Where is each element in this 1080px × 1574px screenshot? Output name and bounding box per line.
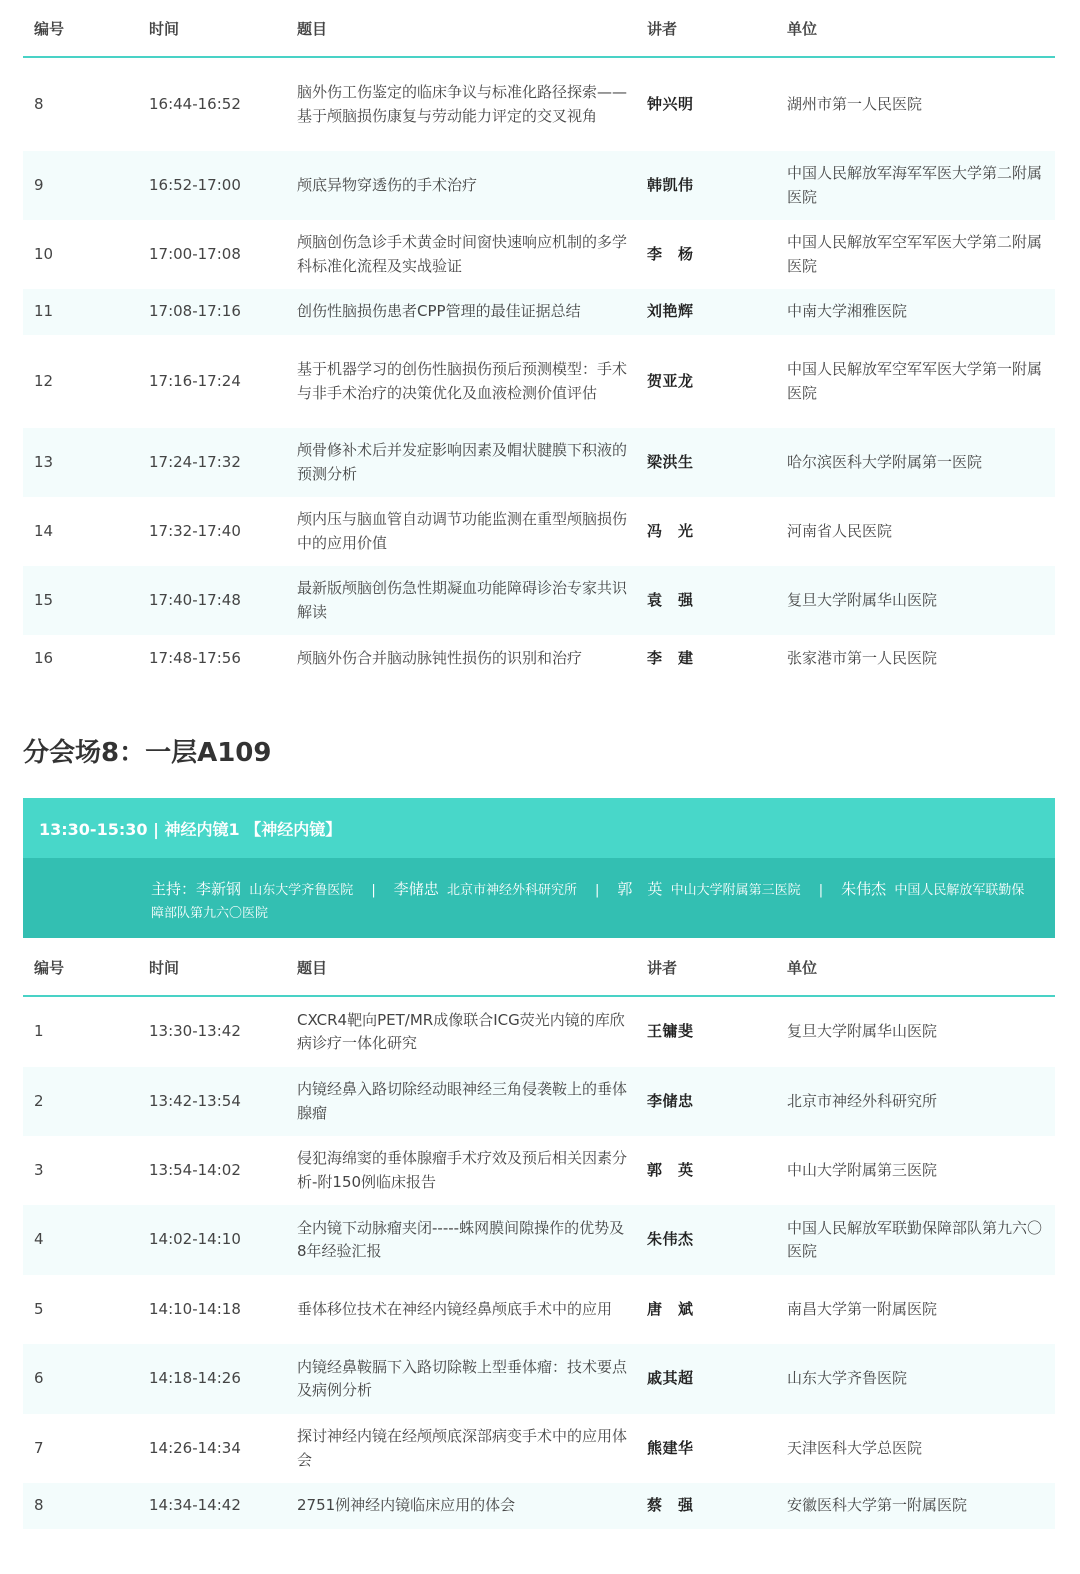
row-no: 13 bbox=[34, 452, 54, 471]
row-org: 安徽医科大学第一附属医院 bbox=[787, 1496, 968, 1515]
host-label: 主持： bbox=[151, 880, 197, 898]
host-name: 朱伟杰 bbox=[841, 880, 887, 898]
table-body bbox=[23, 58, 1055, 682]
section-title: 分会场8：一层A109 bbox=[23, 738, 272, 768]
row-speaker: 冯 光 bbox=[647, 521, 694, 540]
row-title: 2751例神经内镜临床应用的体会 bbox=[297, 1496, 516, 1515]
table-row bbox=[23, 1205, 1055, 1275]
row-time: 17:16-17:24 bbox=[149, 371, 241, 390]
host-org: 中国人民解放军联勤保障部队第九六〇医院 bbox=[151, 883, 1025, 921]
table-header bbox=[23, 0, 1055, 58]
row-title: 颅脑外伤合并脑动脉钝性损伤的识别和治疗 bbox=[297, 648, 583, 667]
row-speaker: 王镛斐 bbox=[647, 1022, 694, 1041]
row-title: 颅内压与脑血管自动调节功能监测在重型颅脑损伤中的应用价值 bbox=[297, 510, 628, 552]
row-no: 2 bbox=[34, 1091, 44, 1110]
row-time: 13:54-14:02 bbox=[149, 1160, 241, 1179]
row-no: 11 bbox=[34, 302, 54, 321]
row-no: 15 bbox=[34, 590, 54, 609]
header-speaker: 讲者 bbox=[647, 19, 678, 38]
row-title: 侵犯海绵窦的垂体腺瘤手术疗效及预后相关因素分析-附150例临床报告 bbox=[297, 1149, 628, 1191]
row-org: 中国人民解放军联勤保障部队第九六〇医院 bbox=[787, 1218, 1043, 1260]
table-row bbox=[23, 1136, 1055, 1205]
row-org: 湖州市第一人民医院 bbox=[787, 94, 923, 113]
session-title: 13:30-15:30 | 神经内镜1 【神经内镜】 bbox=[23, 798, 1055, 858]
row-time: 17:32-17:40 bbox=[149, 521, 241, 540]
row-title: 颅骨修补术后并发症影响因素及帽状腱膜下积液的预测分析 bbox=[297, 441, 628, 483]
row-org: 中国人民解放军空军军医大学第一附属医院 bbox=[787, 360, 1043, 402]
row-time: 14:34-14:42 bbox=[149, 1496, 241, 1515]
row-speaker: 戚其超 bbox=[647, 1369, 694, 1388]
row-no: 8 bbox=[34, 94, 44, 113]
table-row bbox=[23, 289, 1055, 335]
row-time: 14:02-14:10 bbox=[149, 1230, 241, 1249]
row-no: 4 bbox=[34, 1230, 44, 1249]
table-row bbox=[23, 566, 1055, 635]
row-org: 哈尔滨医科大学附属第一医院 bbox=[787, 452, 983, 471]
row-time: 17:24-17:32 bbox=[149, 452, 241, 471]
header-time: 时间 bbox=[149, 19, 180, 38]
row-org: 山东大学齐鲁医院 bbox=[787, 1369, 908, 1388]
row-org: 张家港市第一人民医院 bbox=[787, 648, 938, 667]
table-header bbox=[23, 939, 1055, 997]
row-no: 8 bbox=[34, 1496, 44, 1515]
header-org: 单位 bbox=[787, 958, 818, 977]
row-title: 全内镜下动脉瘤夹闭-----蛛网膜间隙操作的优势及8年经验汇报 bbox=[297, 1218, 625, 1260]
row-speaker: 李 建 bbox=[647, 648, 694, 667]
row-no: 1 bbox=[34, 1022, 44, 1041]
table-row bbox=[23, 220, 1055, 289]
row-speaker: 熊建华 bbox=[647, 1438, 694, 1457]
row-title: 内镜经鼻入路切除经动眼神经三角侵袭鞍上的垂体腺瘤 bbox=[297, 1080, 628, 1122]
table-row bbox=[23, 1414, 1055, 1483]
header-time: 时间 bbox=[149, 958, 180, 977]
table-row bbox=[23, 428, 1055, 497]
row-speaker: 李 杨 bbox=[647, 244, 694, 263]
session-hosts bbox=[23, 858, 1055, 938]
row-speaker: 贺亚龙 bbox=[647, 371, 694, 390]
row-title: 创伤性脑损伤患者CPP管理的最佳证据总结 bbox=[297, 302, 581, 321]
row-no: 12 bbox=[34, 371, 54, 390]
row-time: 17:40-17:48 bbox=[149, 590, 241, 609]
table-body bbox=[23, 997, 1055, 1529]
row-org: 复旦大学附属华山医院 bbox=[787, 590, 938, 609]
row-title: 探讨神经内镜在经颅颅底深部病变手术中的应用体会 bbox=[297, 1427, 628, 1469]
row-title: CXCR4靶向PET/MR成像联合ICG荧光内镜的库欣病诊疗一体化研究 bbox=[297, 1010, 625, 1052]
row-speaker: 韩凯伟 bbox=[647, 175, 694, 194]
host-org: 北京市神经外科研究所 bbox=[446, 883, 577, 898]
row-speaker: 李储忠 bbox=[647, 1091, 694, 1110]
row-org: 中山大学附属第三医院 bbox=[787, 1160, 938, 1179]
table-row bbox=[23, 497, 1055, 566]
row-no: 7 bbox=[34, 1438, 44, 1457]
row-title: 最新版颅脑创伤急性期凝血功能障碍诊治专家共识解读 bbox=[297, 579, 628, 621]
host-separator: | bbox=[371, 883, 376, 898]
host-org: 中山大学附属第三医院 bbox=[670, 883, 801, 898]
row-no: 10 bbox=[34, 244, 54, 263]
table-row bbox=[23, 1344, 1055, 1414]
row-speaker: 梁洪生 bbox=[647, 452, 694, 471]
table-row bbox=[23, 997, 1055, 1067]
header-no: 编号 bbox=[34, 19, 65, 38]
row-time: 16:52-17:00 bbox=[149, 175, 241, 194]
row-no: 5 bbox=[34, 1299, 44, 1318]
row-title: 颅底异物穿透伤的手术治疗 bbox=[297, 175, 478, 194]
host-name: 李新钢 bbox=[196, 880, 242, 898]
row-title: 基于机器学习的创伤性脑损伤预后预测模型：手术与非手术治疗的决策优化及血液检测价值评估 bbox=[297, 360, 628, 402]
row-no: 6 bbox=[34, 1369, 44, 1388]
row-time: 14:26-14:34 bbox=[149, 1438, 241, 1457]
row-speaker: 袁 强 bbox=[647, 590, 694, 609]
host-separator: | bbox=[818, 883, 824, 898]
row-speaker: 钟兴明 bbox=[647, 94, 694, 113]
host-org: 山东大学齐鲁医院 bbox=[249, 883, 354, 898]
row-org: 南昌大学第一附属医院 bbox=[787, 1299, 938, 1318]
row-title: 垂体移位技术在神经内镜经鼻颅底手术中的应用 bbox=[297, 1299, 613, 1318]
row-speaker: 朱伟杰 bbox=[647, 1230, 694, 1249]
row-time: 14:18-14:26 bbox=[149, 1369, 241, 1388]
table-row bbox=[23, 151, 1055, 220]
row-time: 13:42-13:54 bbox=[149, 1091, 241, 1110]
row-no: 9 bbox=[34, 175, 44, 194]
row-speaker: 唐 斌 bbox=[647, 1299, 694, 1318]
host-name: 李储忠 bbox=[393, 880, 439, 898]
row-no: 16 bbox=[34, 648, 54, 667]
header-no: 编号 bbox=[34, 958, 65, 977]
host-separator: | bbox=[595, 883, 600, 898]
row-org: 中南大学湘雅医院 bbox=[787, 302, 908, 321]
schedule-table-1 bbox=[23, 0, 1055, 682]
row-time: 17:08-17:16 bbox=[149, 302, 241, 321]
schedule-table-2 bbox=[23, 939, 1055, 1529]
row-org: 河南省人民医院 bbox=[787, 521, 893, 540]
table-row bbox=[23, 1275, 1055, 1344]
row-org: 复旦大学附属华山医院 bbox=[787, 1022, 938, 1041]
row-org: 北京市神经外科研究所 bbox=[787, 1091, 938, 1110]
host-name: 郭 英 bbox=[617, 880, 663, 898]
row-title: 颅脑创伤急诊手术黄金时间窗快速响应机制的多学科标准化流程及实战验证 bbox=[297, 233, 628, 275]
row-time: 16:44-16:52 bbox=[149, 94, 241, 113]
table-row bbox=[23, 1483, 1055, 1529]
table-row bbox=[23, 335, 1055, 428]
row-time: 17:48-17:56 bbox=[149, 648, 241, 667]
header-title: 题目 bbox=[297, 19, 328, 38]
table-row bbox=[23, 635, 1055, 682]
row-speaker: 刘艳辉 bbox=[647, 302, 694, 321]
header-speaker: 讲者 bbox=[647, 958, 678, 977]
row-time: 14:10-14:18 bbox=[149, 1299, 241, 1318]
row-speaker: 蔡 强 bbox=[647, 1496, 694, 1515]
row-title: 内镜经鼻鞍膈下入路切除鞍上型垂体瘤：技术要点及病例分析 bbox=[297, 1357, 628, 1399]
row-no: 14 bbox=[34, 521, 54, 540]
row-time: 17:00-17:08 bbox=[149, 244, 241, 263]
row-org: 中国人民解放军空军军医大学第二附属医院 bbox=[787, 233, 1043, 275]
row-org: 天津医科大学总医院 bbox=[787, 1438, 923, 1457]
session-banner bbox=[23, 798, 1055, 938]
row-title: 脑外伤工伤鉴定的临床争议与标准化路径探索——基于颅脑损伤康复与劳动能力评定的交叉视角 bbox=[297, 83, 628, 125]
table-row bbox=[23, 58, 1055, 151]
row-speaker: 郭 英 bbox=[647, 1160, 694, 1179]
row-no: 3 bbox=[34, 1160, 44, 1179]
row-org: 中国人民解放军海军军医大学第二附属医院 bbox=[787, 164, 1043, 206]
table-row bbox=[23, 1067, 1055, 1136]
header-title: 题目 bbox=[297, 958, 328, 977]
row-time: 13:30-13:42 bbox=[149, 1022, 241, 1041]
header-org: 单位 bbox=[787, 19, 818, 38]
